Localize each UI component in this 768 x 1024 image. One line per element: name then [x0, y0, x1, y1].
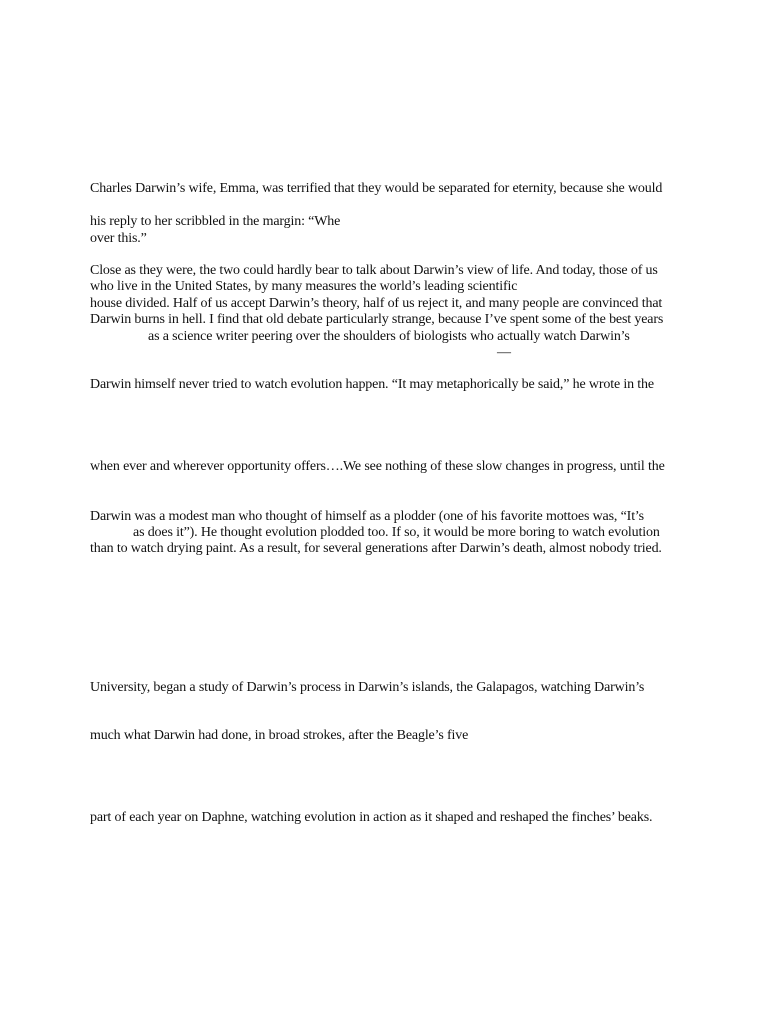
text-line: as does it”). He thought evolution plodded too. If so, it would be more boring to watch evolution — [133, 525, 660, 540]
text-line: Darwin himself never tried to watch evolution happen. “It may metaphorically be said,” he wrote in the — [90, 377, 654, 392]
text-line: much what Darwin had done, in broad strokes, after the Beagle’s five — [90, 728, 469, 743]
text-line: Close as they were, the two could hardly bear to talk about Darwin’s view of life. And today, those of us — [90, 263, 658, 278]
text-line: — — [497, 345, 511, 360]
text-line: over this.” — [90, 231, 147, 246]
text-line: Darwin was a modest man who thought of himself as a plodder (one of his favorite mottoes was, “It’s — [90, 509, 644, 524]
text-line: house divided. Half of us accept Darwin’s theory, half of us reject it, and many people are convinced that — [90, 296, 663, 311]
text-line: Darwin burns in hell. I find that old debate particularly strange, because I’ve spent some of the best years — [90, 312, 664, 327]
text-line: part of each year on Daphne, watching evolution in action as it shaped and reshaped the finches’ beaks. — [90, 810, 653, 825]
text-line: University, began a study of Darwin’s process in Darwin’s islands, the Galapagos, watching Darwin’s — [90, 680, 645, 695]
text-line: when ever and wherever opportunity offers….We see nothing of these slow changes in progress, until the — [90, 459, 665, 474]
text-line: his reply to her scribbled in the margin: “Whe — [90, 214, 341, 229]
text-line: who live in the United States, by many measures the world’s leading scientific — [90, 279, 518, 294]
text-line: than to watch drying paint. As a result, for several generations after Darwin’s death, almost nobody tried. — [90, 541, 662, 556]
text-line: Charles Darwin’s wife, Emma, was terrified that they would be separated for eternity, because she would — [90, 181, 663, 196]
text-line: as a science writer peering over the shoulders of biologists who actually watch Darwin’s — [148, 329, 630, 344]
